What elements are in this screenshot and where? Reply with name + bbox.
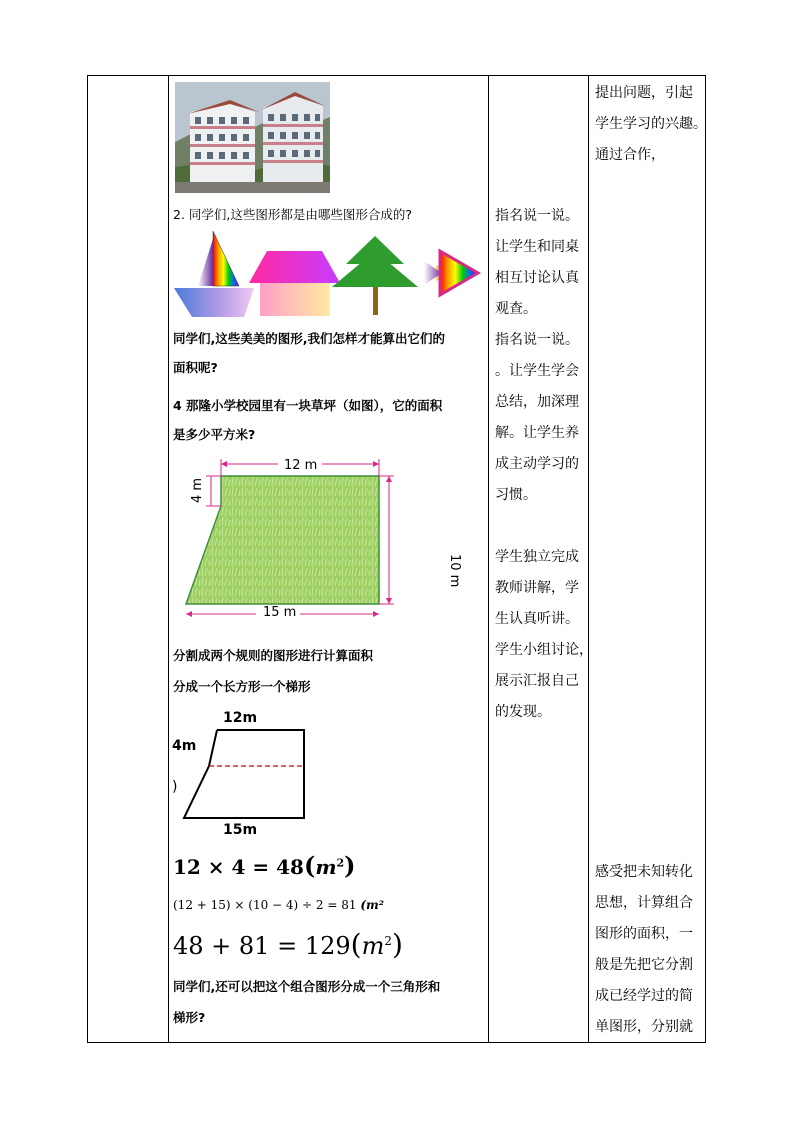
activity-line: 指名说一说。 [495,332,579,348]
intent-line: 单图形，分别就 [595,1019,693,1035]
activity-line: 学生独立完成 [495,549,579,565]
activity-line: 生认真听讲。 [495,611,579,627]
closing-question-line2: 梯形? [173,1010,206,1025]
formula-total-unit: m [361,932,385,960]
lawn-left-label: 4 m [190,477,205,503]
lesson-table [87,75,706,1043]
intent-line: 感受把未知转化 [595,864,693,880]
formula-rectangle: $12 \times 4 = 48(m^2)$ [173,851,356,880]
activity-line: 让学生和同桌 [495,239,579,255]
activity-line: 观查。 [495,301,537,317]
question-4-line2: 是多少平方米? [173,427,256,442]
intent-line: 通过合作， [595,147,665,163]
student-activity-cell [495,201,593,728]
split-figure [174,726,354,826]
formula-rectangle-expr: 12 × 4 = 48 [173,855,304,879]
split-top-label: 12m [223,710,258,726]
lawn-figure [174,456,404,621]
formula-trapezoid-expr: (12 + 15) × (10 − 4) ÷ 2 = 81 [173,898,357,912]
activity-line: 成主动学习的 [495,456,579,472]
split-left-label: 4m [172,738,197,754]
composite-shapes-illustration [174,231,484,321]
intent-line: 思想，计算组合 [595,895,693,911]
activity-line: 解。让学生养 [495,425,579,441]
activity-line: 习惯。 [495,487,537,503]
design-intent-bottom [595,857,705,1043]
activity-line: 指名说一说。 [495,208,579,224]
main-content-cell [168,76,488,1042]
intent-line: 提出问题，引起 [595,85,693,101]
lawn-right-label: 10 m [447,554,462,588]
intent-line: 图形的面积，一 [595,926,693,942]
activity-line: 相互讨论认真 [495,270,579,286]
activity-line: 的发现。 [495,704,551,720]
formula-trapezoid-unit: (m² [360,898,384,912]
question-4-line1: 4 那隆小学校园里有一块草坪（如图），它的面积 [173,398,443,413]
area-question-line2: 面积呢? [173,360,218,375]
intent-line: 成已经学过的简 [595,988,693,1004]
intent-line: 般是先把它分割 [595,957,693,973]
formula-total: $48 + 81 = 129(m^2)$ [173,928,403,961]
split-bottom-label: 15m [223,822,258,838]
activity-spacer [495,511,587,542]
activity-line: 学生小组讨论， [495,642,593,658]
split-paren: ) [172,779,178,795]
closing-question-line1: 同学们,还可以把这个组合图形分成一个三角形和 [173,979,441,994]
activity-line: 展示汇报自己 [495,673,579,689]
activity-line: 。让学生学会 [495,363,579,379]
formula-trapezoid [173,898,384,912]
school-building-photo [175,82,330,193]
activity-line: 教师讲解，学 [495,580,579,596]
lawn-bottom-label: 15 m [263,605,297,620]
formula-total-expr: 48 + 81 = 129 [173,932,351,960]
question-2: 2. 同学们,这些图形都是由哪些图形合成的? [173,207,413,222]
column-divider [488,76,489,1042]
lawn-top-label: 12 m [284,458,318,473]
activity-line: 总结，加深理 [495,394,579,410]
area-question-line1: 同学们,这些美美的图形,我们怎样才能算出它们的 [173,331,445,346]
column-divider [588,76,589,1042]
formula-rectangle-unit: m [315,855,337,879]
split-instruction-line2: 分成一个长方形一个梯形 [173,679,311,694]
intent-line: 学生学习的兴趣。 [595,116,707,132]
design-intent-top [595,78,705,171]
split-instruction-line1: 分割成两个规则的图形进行计算面积 [173,648,374,663]
